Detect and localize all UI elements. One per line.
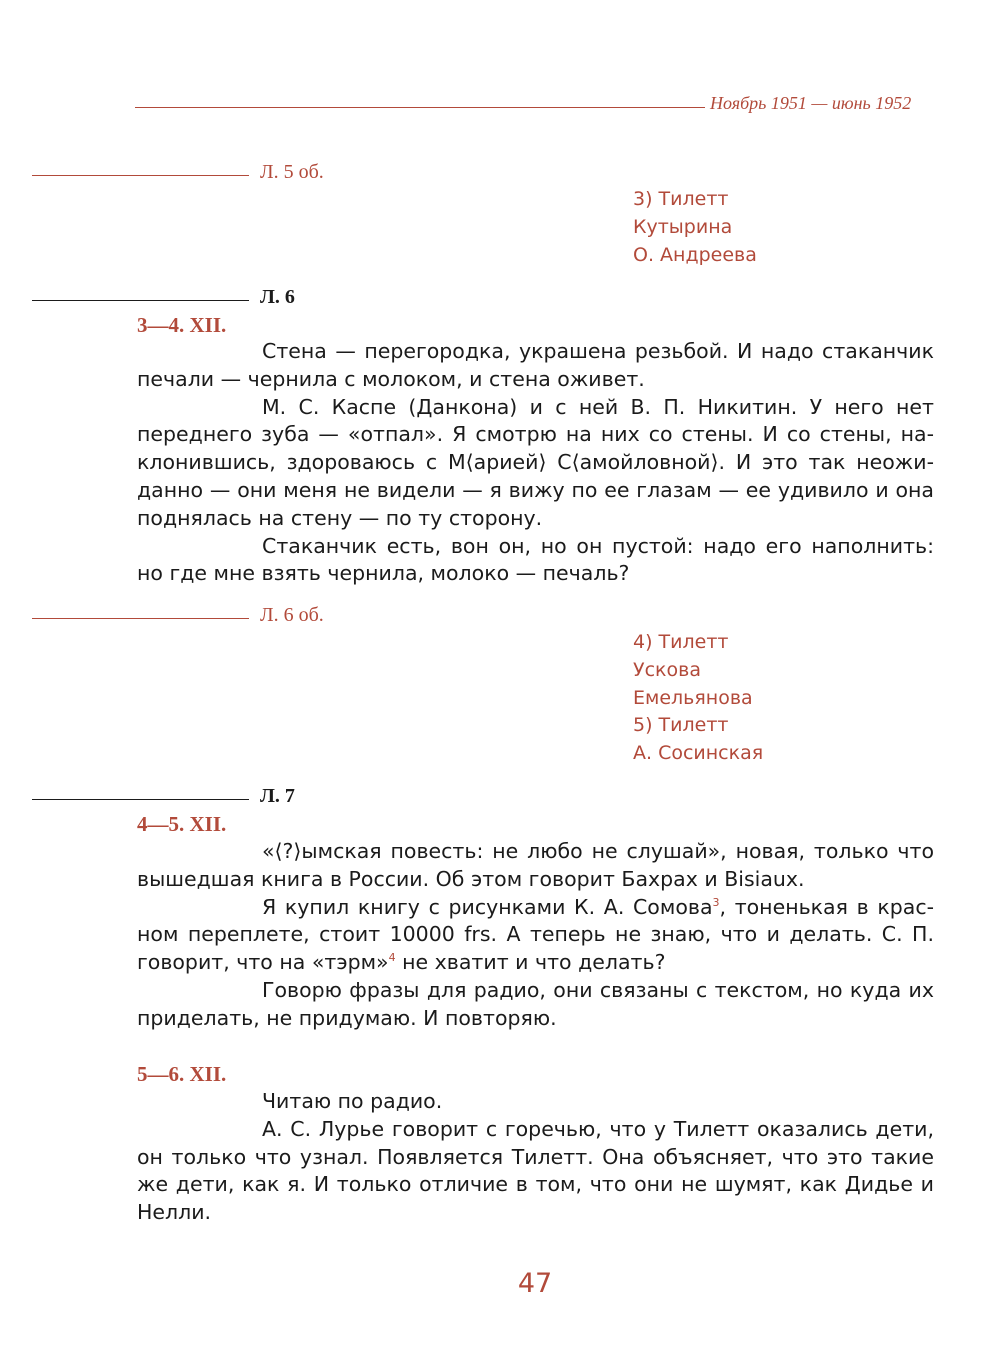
paragraph: Стена — перегородка, украшена резьбой. И надо стаканчик печали — чернила с молоком, и стена оживет. bbox=[137, 339, 934, 391]
leaf-rule bbox=[32, 618, 249, 619]
name-item: Кутырина bbox=[633, 215, 733, 238]
paragraph: «⟨?⟩ымская повесть: не любо не слушай», новая, только что вышедшая книга в России. Об этом говорит Бахрах и Bisiaux. bbox=[137, 839, 934, 891]
entry-text bbox=[137, 838, 934, 1033]
leaf-marker bbox=[0, 604, 1000, 630]
entry-date: 5—6. XII. bbox=[137, 1062, 227, 1086]
paragraph: А. С. Лурье говорит с горечью, что у Тилетт оказались дети, он только что узнал. Появляется Тилетт. Она объясняет, что это такие же дети, как я. И только отличие в том, что они не шумят, как Дидье и Нелли. bbox=[137, 1116, 934, 1225]
paragraph: Говорю фразы для радио, они связаны с текстом, но куда их приделать, не придумаю. И повторяю. bbox=[137, 977, 934, 1030]
text-run: не хватит и что делать? bbox=[395, 950, 666, 975]
leaf-marker bbox=[0, 286, 1000, 312]
leaf-rule bbox=[32, 799, 249, 800]
text-run: , тоненькая в красном переплете, стоит 10000 frs. А теперь не знаю, что и делать. С. П. говорит, что на «тэрм» bbox=[137, 894, 934, 975]
name-item: О. Андреева bbox=[633, 243, 757, 266]
paragraph: Читаю по радио. bbox=[262, 1089, 443, 1113]
paragraph: Стаканчик есть, вон он, но он пустой: надо его наполнить: но где мне взять чернила, молоко — печаль? bbox=[137, 533, 934, 586]
footnote-ref[interactable]: 3 bbox=[712, 895, 720, 909]
names-list bbox=[633, 186, 757, 269]
page-number: 47 bbox=[517, 1268, 553, 1299]
name-item: Емельянова bbox=[633, 686, 753, 709]
name-item: Ускова bbox=[633, 658, 701, 681]
leaf-rule bbox=[32, 300, 249, 301]
leaf-label: Л. 5 об. bbox=[260, 161, 324, 183]
leaf-rule bbox=[32, 175, 249, 176]
name-item: А. Сосинская bbox=[633, 742, 764, 765]
leaf-marker bbox=[0, 785, 1000, 811]
name-item: 4) Тилетт bbox=[633, 631, 729, 653]
entry-date: 4—5. XII. bbox=[137, 812, 227, 836]
name-item: 3) Тилетт bbox=[633, 188, 729, 210]
leaf-label: Л. 6 bbox=[260, 286, 295, 308]
header-rule bbox=[135, 107, 705, 108]
entry-date: 3—4. XII. bbox=[137, 313, 227, 337]
paragraph: М. С. Каспе (Данкона) и с ней В. П. Никитин. У него нет переднего зуба — «отпал». Я смотрю на них со стены. И со стены, наклонившись, здороваюсь с М⟨арией⟩ С⟨амойловной⟩. И это так неожиданно — они меня не видели — я вижу по ее глазам — ее удивило и она поднялась на стену — по ту сторону. bbox=[137, 394, 934, 530]
leaf-marker bbox=[0, 161, 1000, 187]
entry-text bbox=[137, 1088, 934, 1227]
entry-text bbox=[137, 338, 934, 588]
paragraph bbox=[137, 894, 934, 977]
names-list bbox=[633, 629, 763, 768]
footnote-ref[interactable]: 4 bbox=[388, 951, 396, 965]
leaf-label: Л. 7 bbox=[260, 785, 295, 807]
leaf-label: Л. 6 об. bbox=[260, 604, 324, 626]
text-run: Я купил книгу с рисунками К. А. Сомова bbox=[262, 894, 713, 919]
running-head: Ноябрь 1951 — июнь 1952 bbox=[710, 93, 912, 113]
name-item: 5) Тилетт bbox=[633, 714, 729, 737]
